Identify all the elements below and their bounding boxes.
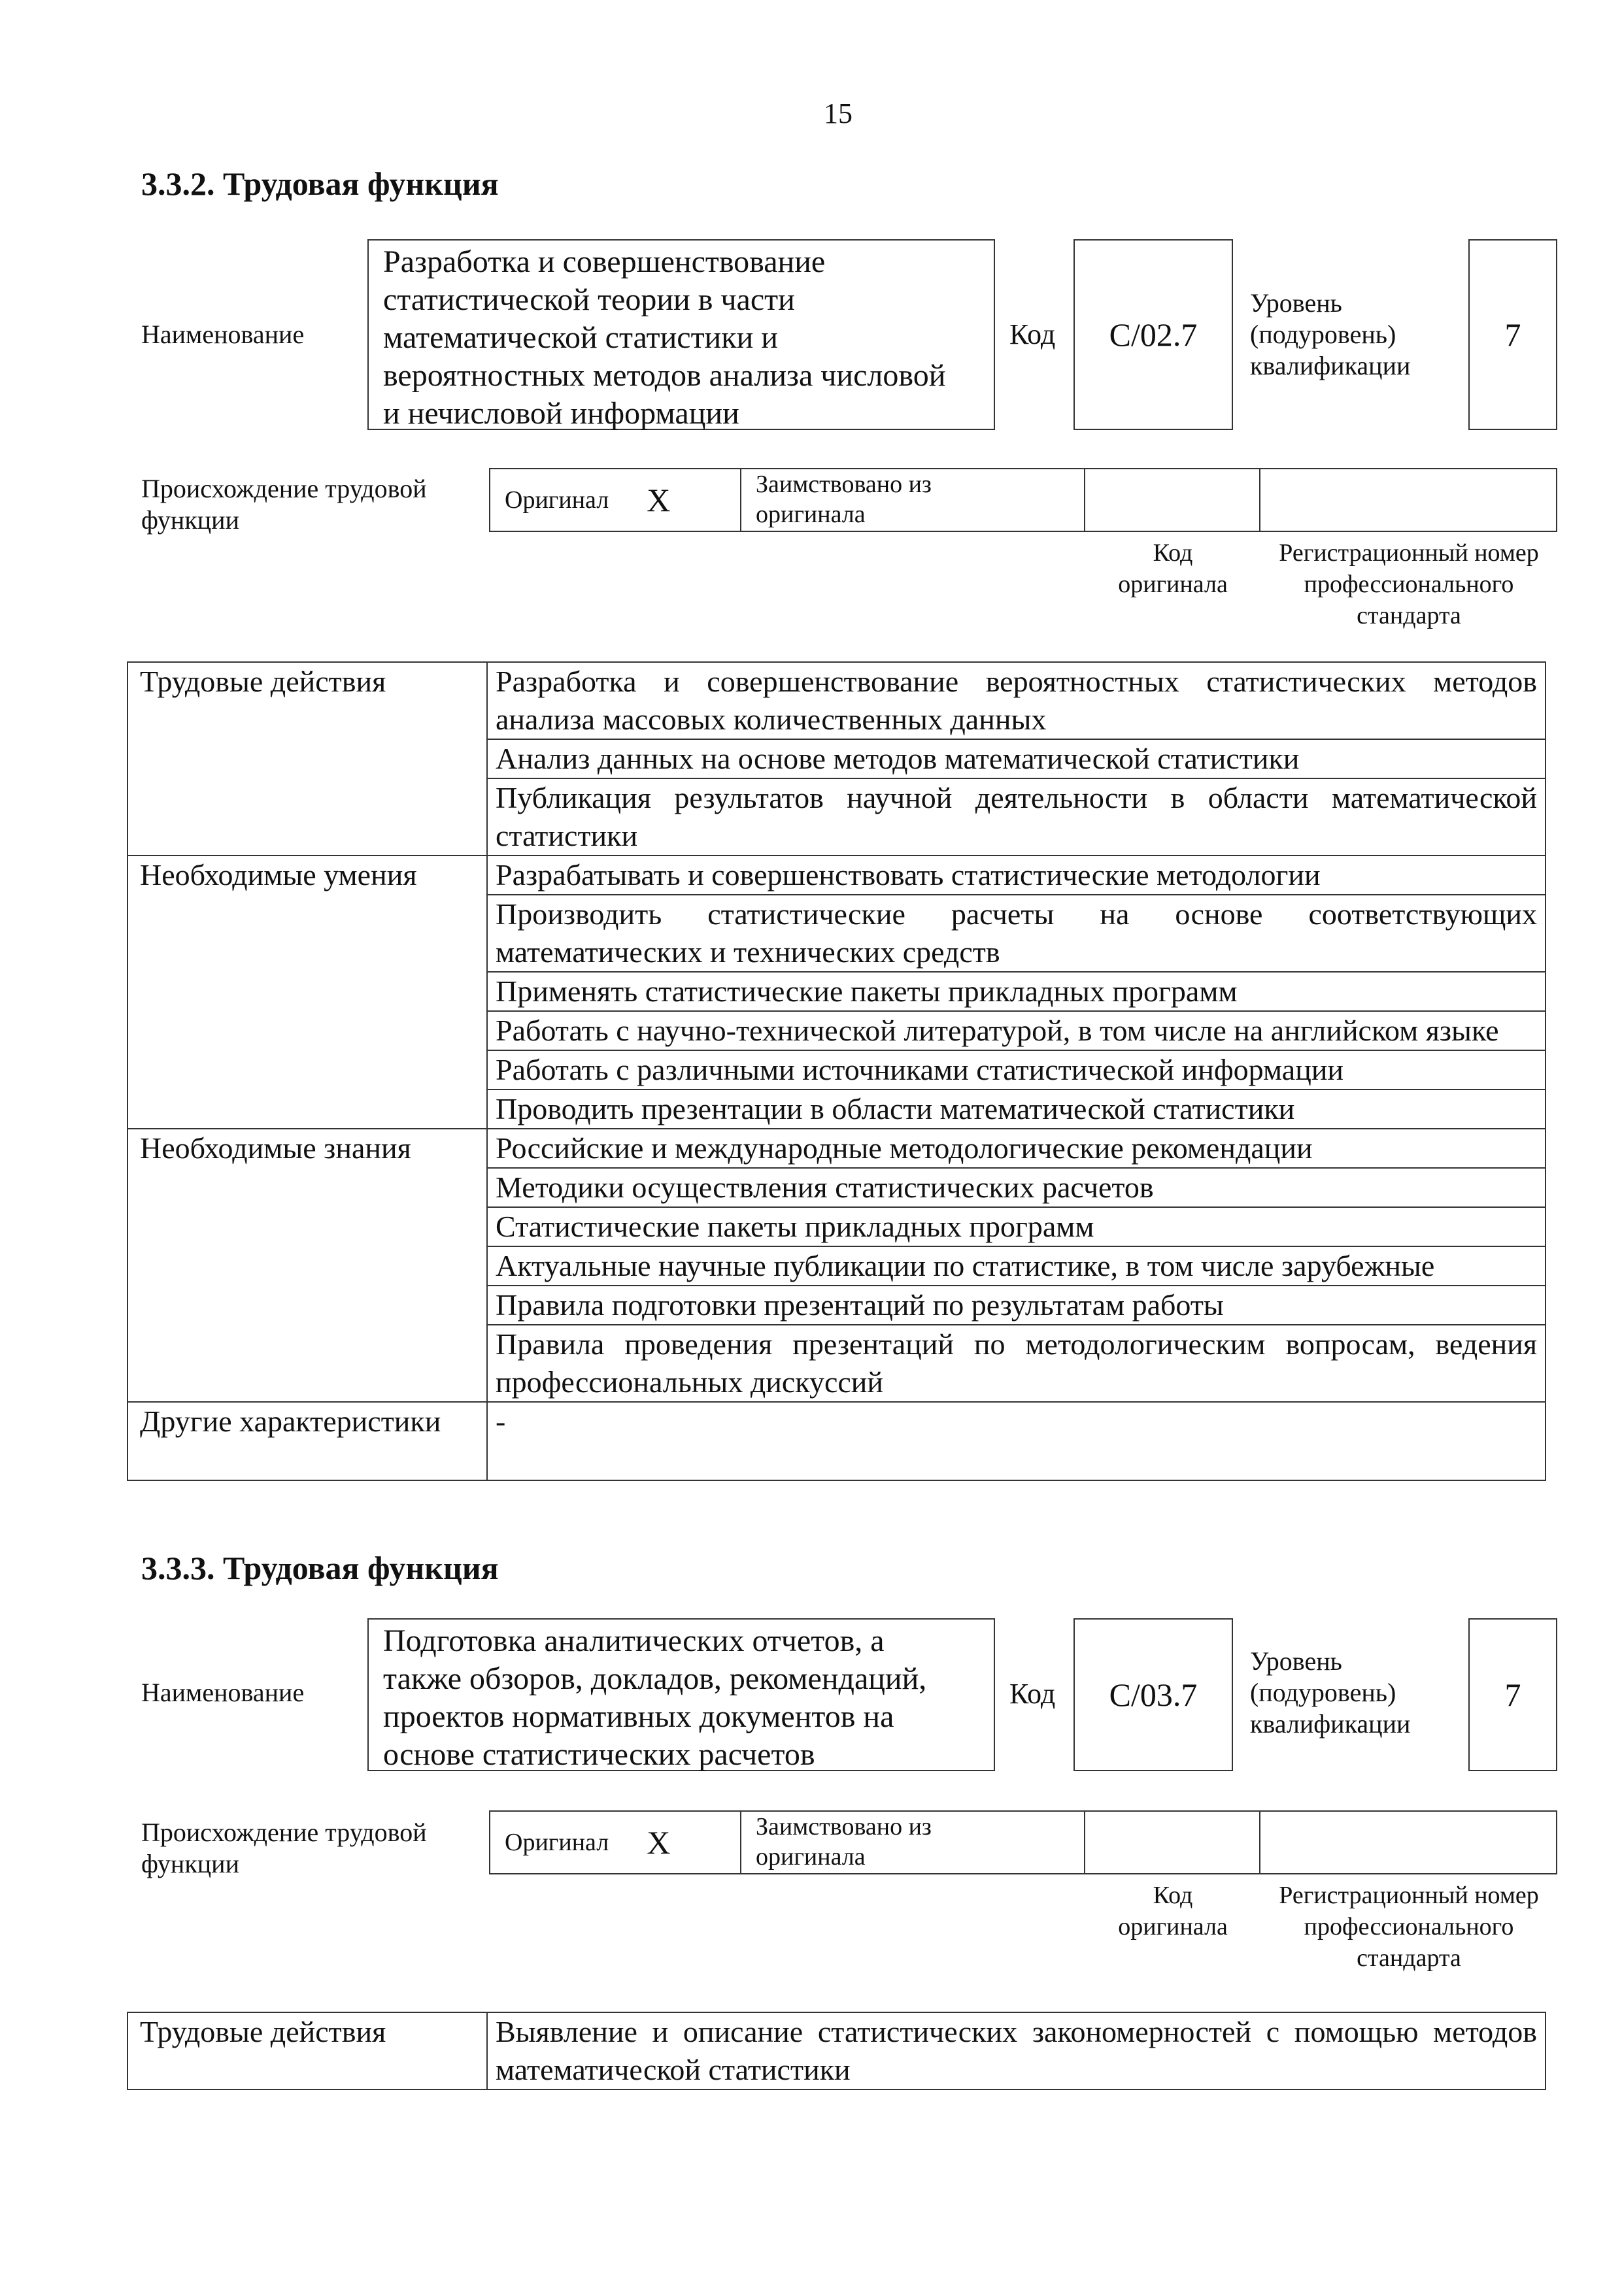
original-mark: X [647, 482, 671, 518]
original-label: Оригинал [505, 1829, 609, 1856]
level-label-line: квалификации [1250, 1709, 1411, 1739]
reg-number-caption [1260, 537, 1557, 631]
labor-action-item: Выявление и описание статистических закономерностей с помощью методов математической статистики [487, 2012, 1546, 2089]
knowledge-header: Необходимые знания [127, 1129, 487, 1402]
level-label-line: (подуровень) [1250, 1678, 1396, 1707]
origin-label-line: функции [141, 1849, 239, 1878]
code-original-caption [1085, 1880, 1260, 1942]
level-label [1250, 1646, 1410, 1740]
level-label-line: Уровень [1250, 288, 1342, 318]
knowledge-item: Методики осуществления статистических расчетов [487, 1168, 1546, 1207]
origin-table [489, 468, 1557, 532]
name-label: Наименование [141, 320, 305, 349]
code-label: Код [1009, 318, 1056, 350]
other-characteristics-header: Другие характеристики [127, 1402, 487, 1480]
skills-header: Необходимые умения [127, 856, 487, 1129]
function-code: C/02.7 [1073, 239, 1233, 430]
function-details-table [127, 661, 1546, 1481]
function-name-line: Подготовка аналитических отчетов, а [383, 1623, 885, 1658]
qualification-level: 7 [1468, 239, 1557, 430]
caption-line: Код [1153, 539, 1193, 567]
caption-line: стандарта [1357, 602, 1461, 629]
origin-label [141, 1817, 427, 1880]
skill-item: Работать с научно-технической литературой, в том числе на английском языке [487, 1011, 1546, 1050]
name-label: Наименование [141, 1678, 305, 1707]
caption-line: оригинала [1118, 571, 1228, 598]
labor-actions-header: Трудовые действия [127, 662, 487, 856]
function-name-line: и нечисловой информации [383, 396, 739, 431]
qualification-level: 7 [1468, 1618, 1557, 1771]
borrowed-line: Заимствовано из [756, 1813, 932, 1840]
function-name-line: вероятностных методов анализа числовой [383, 358, 946, 393]
caption-line: профессионального [1304, 1913, 1514, 1940]
code-label: Код [1009, 1678, 1056, 1710]
knowledge-item: Статистические пакеты прикладных программ [487, 1207, 1546, 1246]
table-row [127, 856, 1546, 895]
origin-label [141, 473, 427, 536]
function-code: C/03.7 [1073, 1618, 1233, 1771]
caption-line: Регистрационный номер [1279, 1882, 1539, 1909]
function-name-box [367, 239, 995, 430]
skill-item: Применять статистические пакеты прикладных программ [487, 972, 1546, 1011]
caption-line: Код [1153, 1882, 1193, 1909]
borrowed-cell [741, 469, 1085, 531]
code-original-cell [1085, 1812, 1260, 1873]
level-label-line: квалификации [1250, 351, 1411, 380]
knowledge-item: Российские и международные методологические рекомендации [487, 1129, 1546, 1168]
page-number: 15 [824, 97, 853, 129]
table-row [127, 2012, 1546, 2089]
knowledge-item: Актуальные научные публикации по статистике, в том числе зарубежные [487, 1246, 1546, 1286]
knowledge-item: Правила подготовки презентаций по результатам работы [487, 1286, 1546, 1325]
labor-action-item: Анализ данных на основе методов математической статистики [487, 739, 1546, 778]
table-row [127, 662, 1546, 739]
function-name-line: основе статистических расчетов [383, 1737, 815, 1772]
origin-original-cell [490, 469, 741, 531]
skill-item: Производить статистические расчеты на основе соответствующих математических и технических средств [487, 895, 1546, 972]
caption-line: стандарта [1357, 1944, 1461, 1972]
level-label-line: (подуровень) [1250, 320, 1396, 349]
labor-actions-header: Трудовые действия [127, 2012, 487, 2089]
origin-label-line: Происхождение трудовой [141, 1818, 427, 1847]
labor-action-item: Публикация результатов научной деятельности в области математической статистики [487, 778, 1546, 856]
original-label: Оригинал [505, 486, 609, 514]
section-title-3-3-3: 3.3.3. Трудовая функция [141, 1550, 499, 1586]
caption-line: оригинала [1118, 1913, 1228, 1940]
caption-line: Регистрационный номер [1279, 539, 1539, 567]
origin-label-line: Происхождение трудовой [141, 474, 427, 503]
origin-table [489, 1810, 1557, 1874]
function-name-line: Разработка и совершенствование [383, 244, 826, 279]
borrowed-cell [741, 1812, 1085, 1873]
skill-item: Работать с различными источниками статистической информации [487, 1050, 1546, 1090]
borrowed-line: оригинала [756, 1843, 866, 1871]
original-mark: X [647, 1824, 671, 1861]
level-label-line: Уровень [1250, 1646, 1342, 1676]
reg-number-cell [1260, 469, 1556, 531]
knowledge-item: Правила проведения презентаций по методологическим вопросам, ведения профессиональных дискуссий [487, 1325, 1546, 1402]
reg-number-cell [1260, 1812, 1556, 1873]
table-row [127, 1402, 1546, 1480]
function-details-table [127, 2012, 1546, 2090]
skill-item: Разрабатывать и совершенствовать статистические методологии [487, 856, 1546, 895]
function-name-line: проектов нормативных документов на [383, 1699, 894, 1734]
function-name-box [367, 1618, 995, 1771]
table-row [127, 1129, 1546, 1168]
borrowed-line: Заимствовано из [756, 471, 932, 498]
function-name-line: математической статистики и [383, 320, 778, 355]
code-original-cell [1085, 469, 1260, 531]
function-name-line: статистической теории в части [383, 282, 795, 317]
borrowed-line: оригинала [756, 501, 866, 528]
code-original-caption [1085, 537, 1260, 600]
function-name-line: также обзоров, докладов, рекомендаций, [383, 1661, 927, 1696]
caption-line: профессионального [1304, 571, 1514, 598]
labor-action-item: Разработка и совершенствование вероятностных статистических методов анализа массовых количественных данных [487, 662, 1546, 739]
other-characteristics-value: - [487, 1402, 1546, 1480]
skill-item: Проводить презентации в области математической статистики [487, 1090, 1546, 1129]
section-title-3-3-2: 3.3.2. Трудовая функция [141, 165, 499, 202]
origin-original-cell [490, 1812, 741, 1873]
origin-label-line: функции [141, 505, 239, 535]
reg-number-caption [1260, 1880, 1557, 1974]
level-label [1250, 288, 1410, 382]
